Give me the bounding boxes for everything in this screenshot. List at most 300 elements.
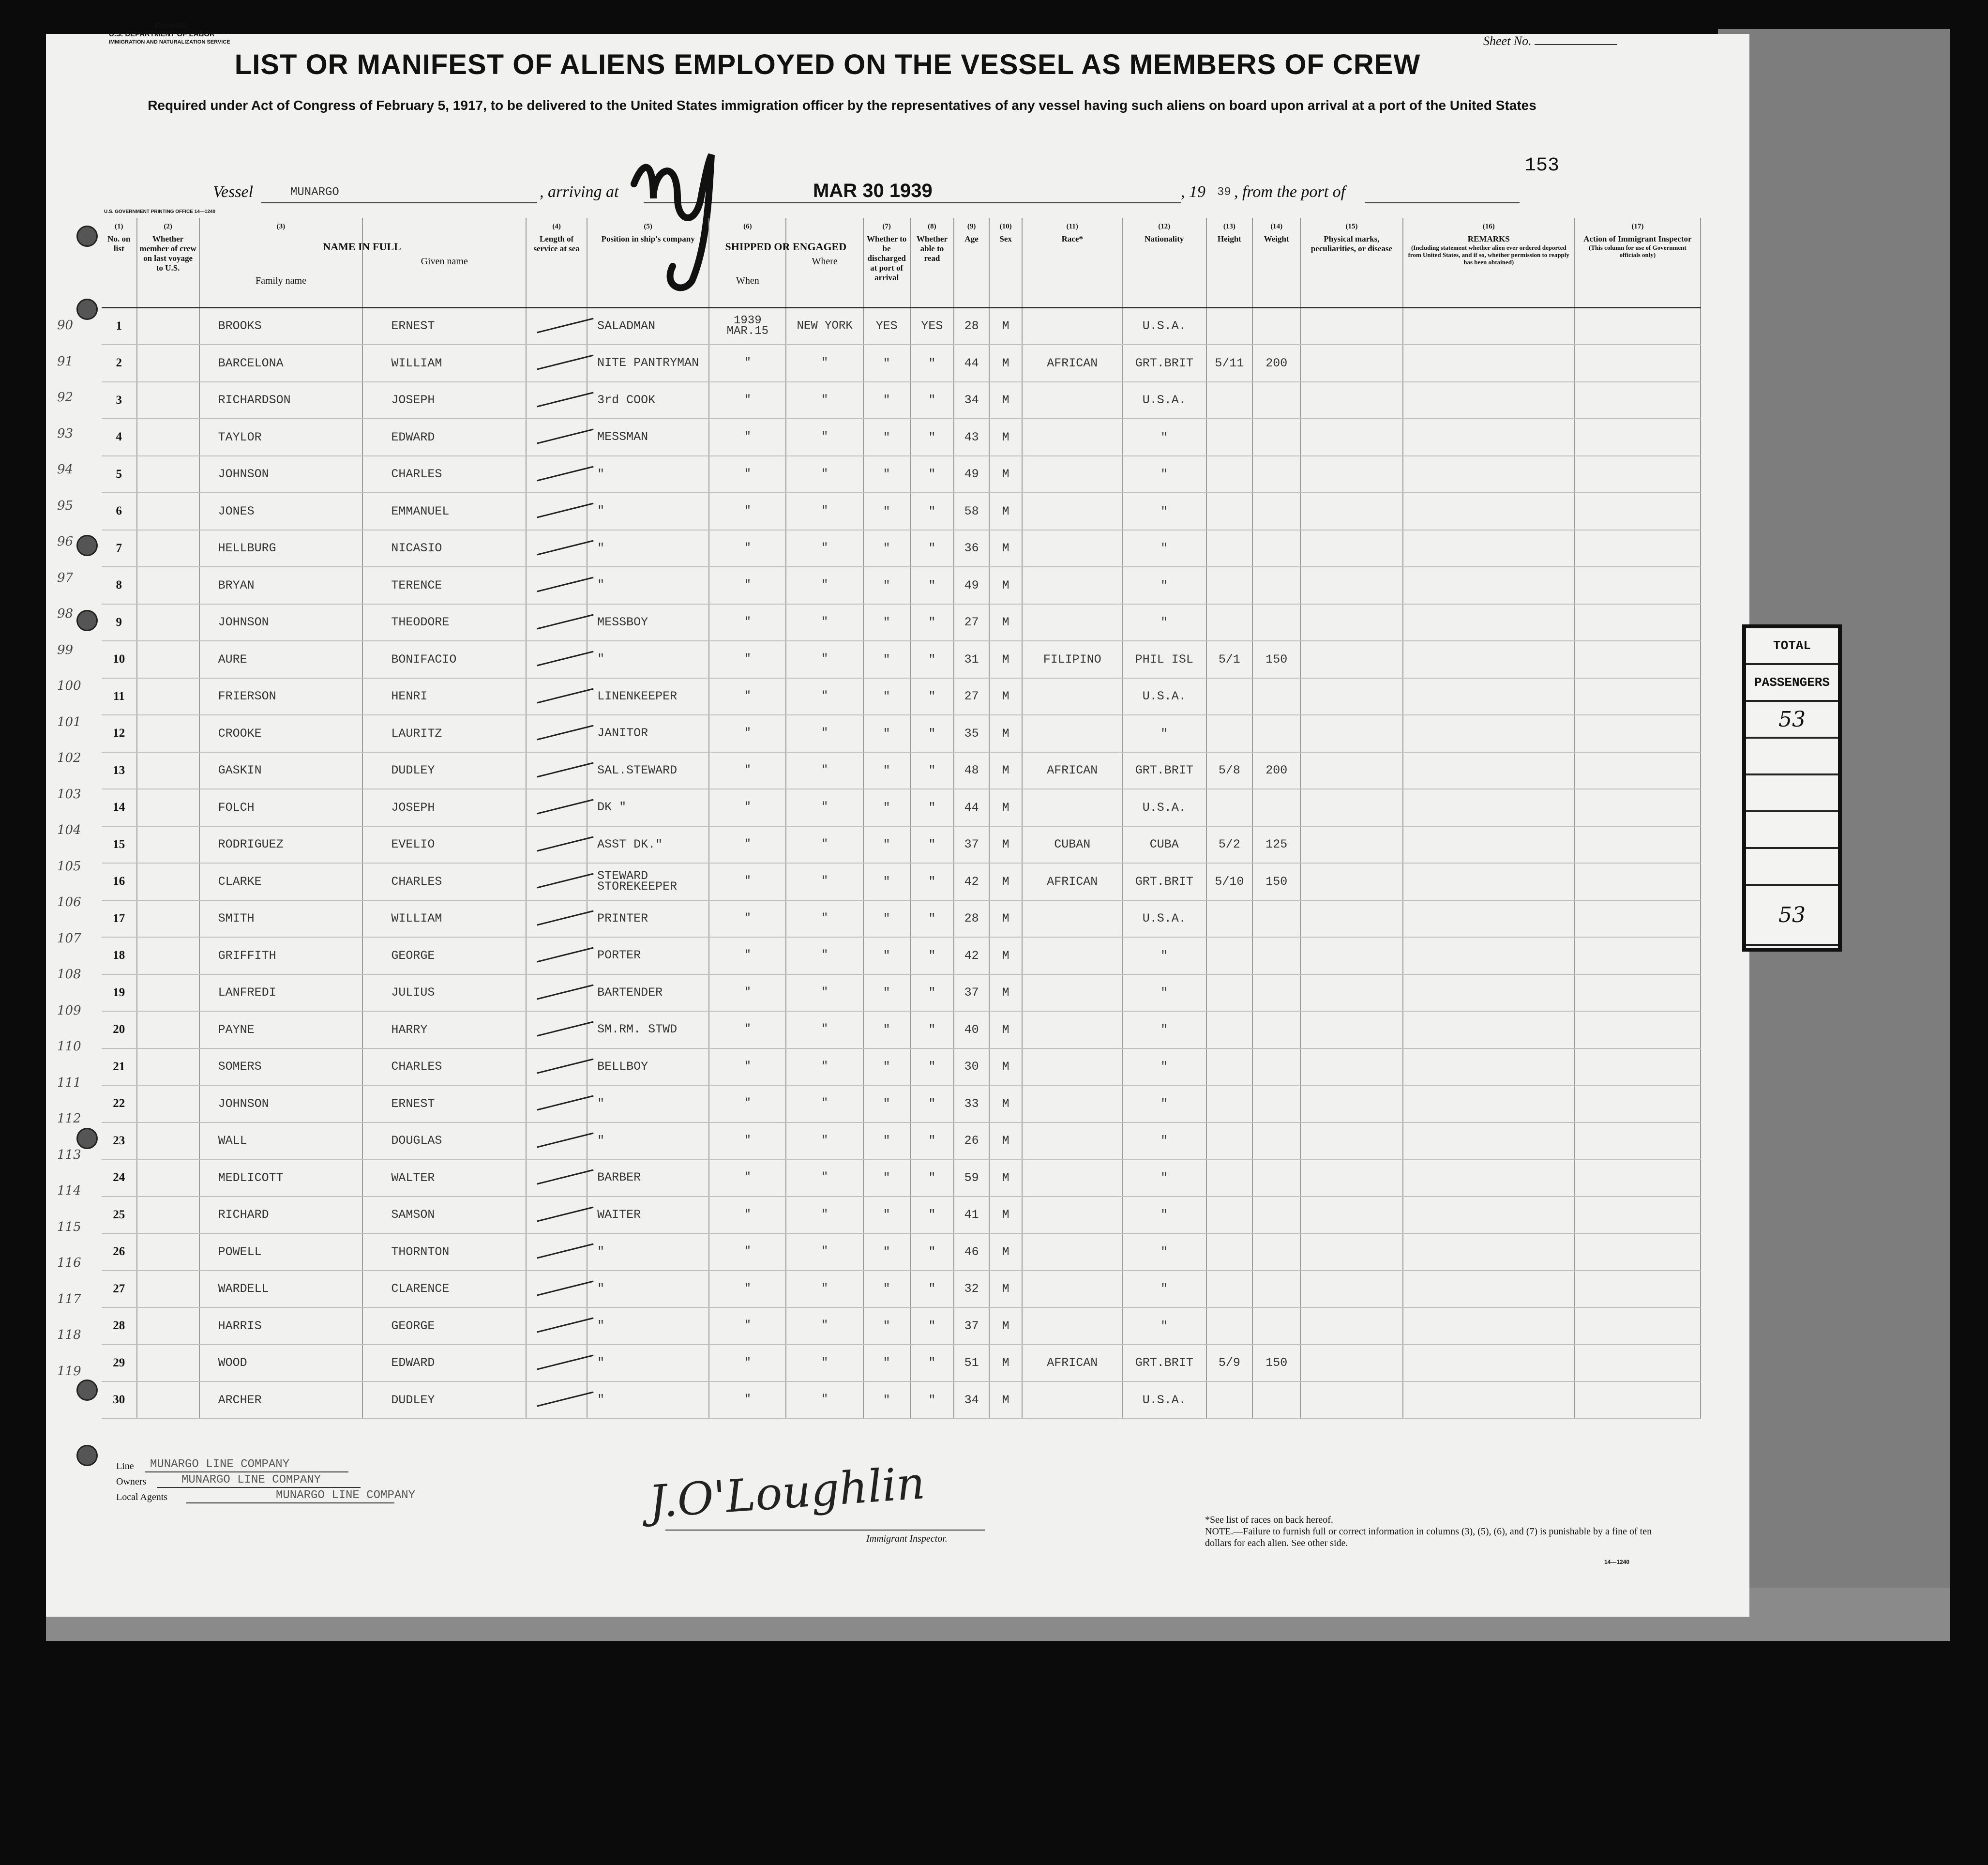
column-header-14 bbox=[1252, 218, 1300, 307]
age: 36 bbox=[954, 530, 989, 567]
remarks-cell bbox=[1403, 752, 1575, 789]
family-name: BARCELONA bbox=[199, 345, 363, 382]
margin-line-number: 97 bbox=[57, 570, 74, 585]
family-name: MEDLICOTT bbox=[199, 1159, 363, 1197]
margin-line-number: 106 bbox=[57, 895, 81, 910]
inspector-action-cell bbox=[1575, 974, 1701, 1012]
sex: M bbox=[989, 974, 1023, 1012]
position: MESSBOY bbox=[587, 604, 709, 641]
nationality: " bbox=[1122, 1271, 1206, 1308]
column-label: Length of service at sea bbox=[533, 234, 580, 253]
inspector-action-cell bbox=[1575, 641, 1701, 678]
can-read: " bbox=[910, 493, 954, 530]
check-tick-mark bbox=[537, 651, 594, 667]
check-tick-mark bbox=[537, 725, 594, 741]
table-row bbox=[102, 345, 1701, 382]
shipped-where: " bbox=[786, 641, 863, 678]
weight bbox=[1252, 678, 1300, 715]
family-name: TAYLOR bbox=[199, 419, 363, 456]
remarks-cell bbox=[1403, 974, 1575, 1012]
service-length-cell bbox=[526, 493, 587, 530]
service-length-cell bbox=[526, 752, 587, 789]
punch-hole bbox=[76, 535, 98, 556]
age: 58 bbox=[954, 493, 989, 530]
check-tick-mark bbox=[537, 429, 594, 444]
family-name: ARCHER bbox=[199, 1381, 363, 1419]
can-read: " bbox=[910, 826, 954, 864]
service-length-cell bbox=[526, 826, 587, 864]
margin-line-number: 101 bbox=[57, 714, 81, 729]
nationality: CUBA bbox=[1122, 826, 1206, 864]
shipped-where: " bbox=[786, 863, 863, 900]
form-title: LIST OR MANIFEST OF ALIENS EMPLOYED ON THE VESSEL AS MEMBERS OF CREW bbox=[234, 49, 1421, 80]
race bbox=[1022, 900, 1122, 938]
prior-voyage-cell bbox=[137, 1381, 199, 1419]
can-read: " bbox=[910, 1048, 954, 1086]
given-name: GEORGE bbox=[362, 937, 526, 974]
weight bbox=[1252, 307, 1300, 345]
column-subheader: Family name bbox=[256, 275, 306, 286]
sex: M bbox=[989, 419, 1023, 456]
height: 5/10 bbox=[1206, 863, 1253, 900]
inspector-action-cell bbox=[1575, 567, 1701, 604]
check-tick-mark bbox=[537, 762, 594, 777]
service-length-cell bbox=[526, 1048, 587, 1086]
check-tick-mark bbox=[537, 540, 594, 555]
column-label: Weight bbox=[1264, 234, 1289, 243]
remarks-cell bbox=[1403, 1197, 1575, 1234]
weight bbox=[1252, 567, 1300, 604]
can-read: " bbox=[910, 382, 954, 419]
can-read: " bbox=[910, 641, 954, 678]
table-row bbox=[102, 1381, 1701, 1419]
shipped-when: " bbox=[709, 863, 786, 900]
column-header-13 bbox=[1206, 218, 1253, 307]
height bbox=[1206, 900, 1253, 938]
weight: 150 bbox=[1252, 863, 1300, 900]
row-number: 19 bbox=[102, 974, 137, 1012]
race bbox=[1022, 1197, 1122, 1234]
can-read: " bbox=[910, 715, 954, 752]
height bbox=[1206, 419, 1253, 456]
physical-marks-cell bbox=[1300, 900, 1403, 938]
prior-voyage-cell bbox=[137, 1307, 199, 1345]
service-length-cell bbox=[526, 604, 587, 641]
shipped-when: " bbox=[709, 1085, 786, 1122]
column-header-12 bbox=[1122, 218, 1206, 307]
position: " bbox=[587, 1122, 709, 1160]
family-name: WARDELL bbox=[199, 1271, 363, 1308]
column-number: (5) bbox=[644, 223, 652, 230]
column-label: Whether to be discharged at port of arrival bbox=[867, 234, 907, 282]
shipped-when: " bbox=[709, 493, 786, 530]
remarks-cell bbox=[1403, 1011, 1575, 1048]
column-number: (14) bbox=[1270, 223, 1283, 230]
given-name: CHARLES bbox=[362, 863, 526, 900]
position: " bbox=[587, 493, 709, 530]
table-row bbox=[102, 382, 1701, 419]
age: 37 bbox=[954, 974, 989, 1012]
shipped-where: " bbox=[786, 530, 863, 567]
nationality: " bbox=[1122, 1197, 1206, 1234]
column-number: (8) bbox=[928, 223, 936, 230]
shipped-where: " bbox=[786, 1011, 863, 1048]
signature-rule bbox=[665, 1530, 985, 1531]
service-length-cell bbox=[526, 937, 587, 974]
table-row bbox=[102, 1197, 1701, 1234]
discharge-flag: " bbox=[863, 530, 910, 567]
column-header-15 bbox=[1300, 218, 1403, 307]
weight bbox=[1252, 604, 1300, 641]
table-row bbox=[102, 1122, 1701, 1160]
height bbox=[1206, 715, 1253, 752]
physical-marks-cell bbox=[1300, 604, 1403, 641]
discharge-flag: " bbox=[863, 345, 910, 382]
shipped-when: " bbox=[709, 382, 786, 419]
service-length-cell bbox=[526, 1159, 587, 1197]
column-header-6-2 bbox=[786, 218, 863, 307]
can-read: " bbox=[910, 752, 954, 789]
shipped-where: " bbox=[786, 1048, 863, 1086]
given-name: JULIUS bbox=[362, 974, 526, 1012]
shipped-where: " bbox=[786, 382, 863, 419]
check-tick-mark bbox=[537, 392, 594, 407]
row-number: 24 bbox=[102, 1159, 137, 1197]
position: " bbox=[587, 1271, 709, 1308]
prior-voyage-cell bbox=[137, 1233, 199, 1271]
nationality: U.S.A. bbox=[1122, 1381, 1206, 1419]
age: 27 bbox=[954, 678, 989, 715]
given-name: WALTER bbox=[362, 1159, 526, 1197]
shipped-where: NEW YORK bbox=[786, 307, 863, 345]
margin-line-number: 94 bbox=[57, 462, 74, 477]
margin-line-number: 102 bbox=[57, 751, 81, 765]
table-row bbox=[102, 530, 1701, 567]
height bbox=[1206, 789, 1253, 826]
prior-voyage-cell bbox=[137, 493, 199, 530]
margin-line-number: 100 bbox=[57, 679, 81, 693]
discharge-flag: " bbox=[863, 1048, 910, 1086]
tally-header-total: TOTAL bbox=[1746, 628, 1838, 665]
service-length-cell bbox=[526, 567, 587, 604]
row-number: 6 bbox=[102, 493, 137, 530]
shipped-where: " bbox=[786, 900, 863, 938]
family-name: AURE bbox=[199, 641, 363, 678]
sex: M bbox=[989, 937, 1023, 974]
check-tick-mark bbox=[537, 688, 594, 703]
given-name: NICASIO bbox=[362, 530, 526, 567]
margin-line-number: 110 bbox=[57, 1039, 81, 1054]
weight bbox=[1252, 1159, 1300, 1197]
service-length-cell bbox=[526, 1233, 587, 1271]
shipped-where: " bbox=[786, 1122, 863, 1160]
weight bbox=[1252, 1085, 1300, 1122]
row-number: 22 bbox=[102, 1085, 137, 1122]
family-name: FOLCH bbox=[199, 789, 363, 826]
height: 5/2 bbox=[1206, 826, 1253, 864]
sex: M bbox=[989, 1233, 1023, 1271]
position: " bbox=[587, 1345, 709, 1382]
shipped-where: " bbox=[786, 456, 863, 493]
column-number: (16) bbox=[1482, 223, 1495, 230]
can-read: " bbox=[910, 1307, 954, 1345]
inspector-action-cell bbox=[1575, 493, 1701, 530]
given-name: TERENCE bbox=[362, 567, 526, 604]
inspector-action-cell bbox=[1575, 863, 1701, 900]
row-number: 25 bbox=[102, 1197, 137, 1234]
weight bbox=[1252, 382, 1300, 419]
position: " bbox=[587, 456, 709, 493]
shipped-when: " bbox=[709, 1197, 786, 1234]
nationality: " bbox=[1122, 604, 1206, 641]
shipped-when: " bbox=[709, 1159, 786, 1197]
sheet-number-value bbox=[1535, 44, 1617, 45]
service-length-cell bbox=[526, 345, 587, 382]
shipped-when: " bbox=[709, 715, 786, 752]
margin-line-number: 99 bbox=[57, 642, 74, 657]
service-length-cell bbox=[526, 1122, 587, 1160]
family-name: WOOD bbox=[199, 1345, 363, 1382]
column-header-9 bbox=[954, 218, 989, 307]
physical-marks-cell bbox=[1300, 789, 1403, 826]
row-number: 26 bbox=[102, 1233, 137, 1271]
tally-header-passengers: PASSENGERS bbox=[1746, 665, 1838, 702]
tally-count-1: 53 bbox=[1746, 702, 1838, 739]
given-name: HARRY bbox=[362, 1011, 526, 1048]
shipped-when: " bbox=[709, 937, 786, 974]
row-number: 4 bbox=[102, 419, 137, 456]
punch-hole bbox=[76, 299, 98, 320]
column-label: Nationality bbox=[1145, 234, 1184, 243]
nationality: U.S.A. bbox=[1122, 382, 1206, 419]
table-row bbox=[102, 715, 1701, 752]
shipped-where: " bbox=[786, 1085, 863, 1122]
prior-voyage-cell bbox=[137, 641, 199, 678]
position: PORTER bbox=[587, 937, 709, 974]
age: 28 bbox=[954, 307, 989, 345]
remarks-cell bbox=[1403, 863, 1575, 900]
row-number: 28 bbox=[102, 1307, 137, 1345]
position: PRINTER bbox=[587, 900, 709, 938]
remarks-cell bbox=[1403, 1233, 1575, 1271]
discharge-flag: " bbox=[863, 493, 910, 530]
nationality: " bbox=[1122, 715, 1206, 752]
check-tick-mark bbox=[537, 836, 594, 851]
physical-marks-cell bbox=[1300, 1233, 1403, 1271]
prior-voyage-cell bbox=[137, 1085, 199, 1122]
discharge-flag: " bbox=[863, 567, 910, 604]
check-tick-mark bbox=[537, 1318, 594, 1333]
can-read: " bbox=[910, 530, 954, 567]
age: 27 bbox=[954, 604, 989, 641]
shipped-when: " bbox=[709, 419, 786, 456]
inspector-action-cell bbox=[1575, 937, 1701, 974]
age: 31 bbox=[954, 641, 989, 678]
remarks-cell bbox=[1403, 419, 1575, 456]
column-note: (This column for use of Government officials only) bbox=[1589, 244, 1687, 258]
check-tick-mark bbox=[537, 799, 594, 815]
prior-voyage-cell bbox=[137, 900, 199, 938]
inspector-action-cell bbox=[1575, 1011, 1701, 1048]
arriving-label: , arriving at bbox=[540, 183, 619, 201]
race bbox=[1022, 530, 1122, 567]
table-row bbox=[102, 1307, 1701, 1345]
nationality: " bbox=[1122, 937, 1206, 974]
remarks-cell bbox=[1403, 937, 1575, 974]
discharge-flag: " bbox=[863, 641, 910, 678]
can-read: " bbox=[910, 937, 954, 974]
column-number: (6) bbox=[743, 223, 752, 230]
nationality: " bbox=[1122, 1011, 1206, 1048]
column-number: (15) bbox=[1345, 223, 1358, 230]
weight bbox=[1252, 1233, 1300, 1271]
race bbox=[1022, 1233, 1122, 1271]
race bbox=[1022, 1159, 1122, 1197]
margin-line-number: 95 bbox=[57, 498, 74, 513]
given-name: EDWARD bbox=[362, 419, 526, 456]
table-row bbox=[102, 419, 1701, 456]
given-name: ERNEST bbox=[362, 1085, 526, 1122]
shipped-where: " bbox=[786, 604, 863, 641]
margin-line-number: 108 bbox=[57, 967, 81, 982]
shipped-where: " bbox=[786, 419, 863, 456]
margin-line-number: 119 bbox=[57, 1364, 81, 1379]
column-number: (11) bbox=[1066, 223, 1078, 230]
prior-voyage-cell bbox=[137, 604, 199, 641]
from-port-label: , from the port of bbox=[1234, 183, 1346, 201]
owners-value: MUNARGO LINE COMPANY bbox=[181, 1473, 321, 1486]
table-row bbox=[102, 456, 1701, 493]
position: WAITER bbox=[587, 1197, 709, 1234]
shipped-when: " bbox=[709, 1233, 786, 1271]
row-number: 21 bbox=[102, 1048, 137, 1086]
nationality: U.S.A. bbox=[1122, 789, 1206, 826]
row-number: 30 bbox=[102, 1381, 137, 1419]
remarks-cell bbox=[1403, 382, 1575, 419]
nationality: " bbox=[1122, 493, 1206, 530]
given-name: THORNTON bbox=[362, 1233, 526, 1271]
family-name: JOHNSON bbox=[199, 604, 363, 641]
family-name: RICHARD bbox=[199, 1197, 363, 1234]
row-number: 11 bbox=[102, 678, 137, 715]
prior-voyage-cell bbox=[137, 678, 199, 715]
year-value: 39 bbox=[1217, 186, 1231, 199]
position: SM.RM. STWD bbox=[587, 1011, 709, 1048]
check-tick-mark bbox=[537, 1354, 594, 1370]
prior-voyage-cell bbox=[137, 789, 199, 826]
given-name: THEODORE bbox=[362, 604, 526, 641]
position: JANITOR bbox=[587, 715, 709, 752]
column-label: Height bbox=[1217, 234, 1241, 243]
age: 44 bbox=[954, 345, 989, 382]
inspector-action-cell bbox=[1575, 715, 1701, 752]
given-name: EMMANUEL bbox=[362, 493, 526, 530]
inspector-action-cell bbox=[1575, 752, 1701, 789]
race bbox=[1022, 1122, 1122, 1160]
sex: M bbox=[989, 863, 1023, 900]
can-read: " bbox=[910, 345, 954, 382]
column-label: Whether able to read bbox=[916, 234, 948, 263]
margin-line-number: 112 bbox=[57, 1111, 81, 1126]
can-read: " bbox=[910, 1122, 954, 1160]
given-name: LAURITZ bbox=[362, 715, 526, 752]
inspector-action-cell bbox=[1575, 1381, 1701, 1419]
shipped-where: " bbox=[786, 1381, 863, 1419]
age: 42 bbox=[954, 937, 989, 974]
sex: M bbox=[989, 641, 1023, 678]
column-header-17 bbox=[1575, 218, 1701, 307]
remarks-cell bbox=[1403, 567, 1575, 604]
nationality: GRT.BRIT bbox=[1122, 863, 1206, 900]
family-name: JONES bbox=[199, 493, 363, 530]
given-name: CHARLES bbox=[362, 1048, 526, 1086]
discharge-flag: " bbox=[863, 1011, 910, 1048]
form-number: Form 680 bbox=[155, 22, 187, 30]
check-tick-mark bbox=[537, 614, 594, 629]
sex: M bbox=[989, 715, 1023, 752]
height bbox=[1206, 604, 1253, 641]
weight: 200 bbox=[1252, 752, 1300, 789]
nationality: " bbox=[1122, 1307, 1206, 1345]
height bbox=[1206, 307, 1253, 345]
service-length-cell bbox=[526, 1381, 587, 1419]
weight bbox=[1252, 900, 1300, 938]
service-length-cell bbox=[526, 1345, 587, 1382]
physical-marks-cell bbox=[1300, 1085, 1403, 1122]
position: MESSMAN bbox=[587, 419, 709, 456]
service-length-cell bbox=[526, 789, 587, 826]
column-number: (1) bbox=[115, 223, 123, 230]
discharge-flag: " bbox=[863, 382, 910, 419]
inspector-action-cell bbox=[1575, 1159, 1701, 1197]
margin-line-number: 113 bbox=[57, 1147, 81, 1162]
passenger-tally-box bbox=[1742, 624, 1842, 952]
family-name: POWELL bbox=[199, 1233, 363, 1271]
check-tick-mark bbox=[537, 466, 594, 481]
prior-voyage-cell bbox=[137, 345, 199, 382]
margin-line-number: 93 bbox=[57, 426, 74, 441]
vessel-label: Vessel bbox=[213, 183, 254, 201]
row-number: 12 bbox=[102, 715, 137, 752]
weight bbox=[1252, 493, 1300, 530]
column-group-label: NAME IN FULL bbox=[323, 241, 401, 253]
column-header-3-1 bbox=[199, 218, 401, 307]
weight bbox=[1252, 715, 1300, 752]
form-header bbox=[58, 22, 230, 46]
remarks-cell bbox=[1403, 456, 1575, 493]
inspector-action-cell bbox=[1575, 826, 1701, 864]
table-row bbox=[102, 937, 1701, 974]
race bbox=[1022, 715, 1122, 752]
shipped-when: " bbox=[709, 974, 786, 1012]
row-number: 5 bbox=[102, 456, 137, 493]
age: 42 bbox=[954, 863, 989, 900]
discharge-flag: " bbox=[863, 974, 910, 1012]
position: " bbox=[587, 567, 709, 604]
can-read: " bbox=[910, 456, 954, 493]
shipped-where: " bbox=[786, 1159, 863, 1197]
column-number: (12) bbox=[1158, 223, 1171, 230]
physical-marks-cell bbox=[1300, 419, 1403, 456]
column-label: Race* bbox=[1061, 234, 1083, 243]
sex: M bbox=[989, 752, 1023, 789]
physical-marks-cell bbox=[1300, 307, 1403, 345]
height bbox=[1206, 1122, 1253, 1160]
vessel-name: MUNARGO bbox=[290, 186, 339, 199]
can-read: " bbox=[910, 900, 954, 938]
family-name: JOHNSON bbox=[199, 456, 363, 493]
given-name: JOSEPH bbox=[362, 382, 526, 419]
